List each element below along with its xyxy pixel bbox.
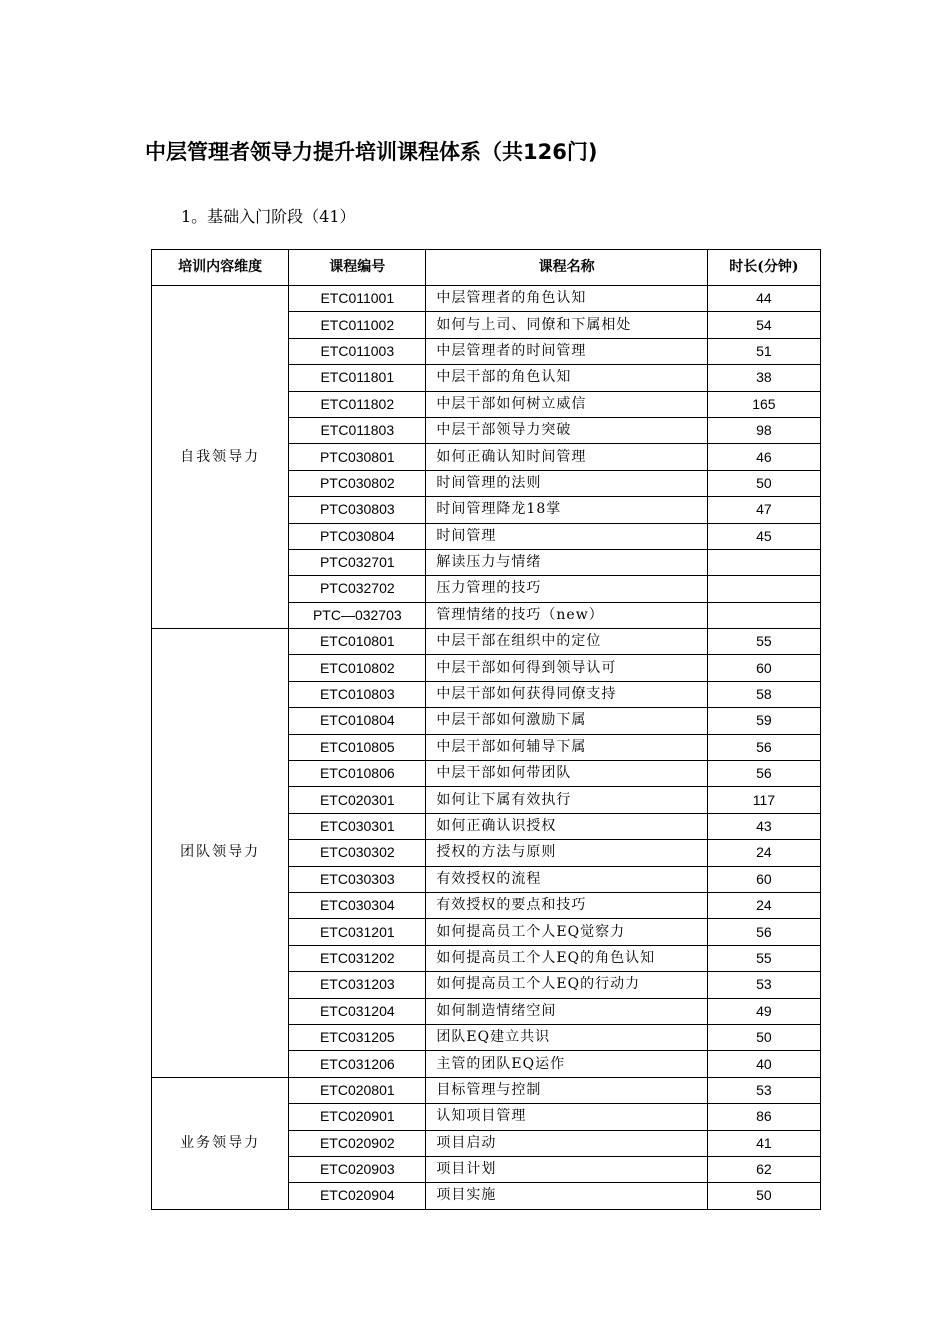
course-name-cell: 管理情绪的技巧（new） (426, 602, 707, 628)
duration-cell: 56 (707, 761, 820, 787)
course-code-cell: ETC010804 (289, 708, 426, 734)
duration-cell: 40 (707, 1051, 820, 1077)
course-code-cell: ETC030303 (289, 866, 426, 892)
course-name-cell: 中层干部如何获得同僚支持 (426, 681, 707, 707)
duration-cell: 45 (707, 523, 820, 549)
course-code-cell: ETC011002 (289, 312, 426, 338)
course-code-cell: ETC011801 (289, 365, 426, 391)
course-code-cell: ETC011003 (289, 338, 426, 364)
course-name-cell: 如何提高员工个人EQ的行动力 (426, 972, 707, 998)
course-code-cell: ETC020901 (289, 1104, 426, 1130)
course-code-cell: PTC030804 (289, 523, 426, 549)
duration-cell: 49 (707, 998, 820, 1024)
duration-cell (707, 576, 820, 602)
course-code-cell: ETC010801 (289, 629, 426, 655)
course-name-cell: 中层干部如何辅导下属 (426, 734, 707, 760)
duration-cell: 24 (707, 892, 820, 918)
duration-cell: 53 (707, 972, 820, 998)
course-name-cell: 中层管理者的时间管理 (426, 338, 707, 364)
table-row (152, 286, 821, 312)
course-name-cell: 中层干部如何激励下属 (426, 708, 707, 734)
course-code-cell: ETC031205 (289, 1024, 426, 1050)
duration-cell: 50 (707, 470, 820, 496)
course-code-cell: ETC011001 (289, 286, 426, 312)
dimension-cell: 团队领导力 (152, 629, 289, 1078)
course-code-cell: ETC010803 (289, 681, 426, 707)
course-name-cell: 认知项目管理 (426, 1104, 707, 1130)
duration-cell: 58 (707, 681, 820, 707)
duration-cell: 117 (707, 787, 820, 813)
duration-cell: 56 (707, 919, 820, 945)
course-code-cell: ETC020902 (289, 1130, 426, 1156)
course-code-cell: ETC010805 (289, 734, 426, 760)
table-body (152, 286, 821, 1210)
duration-cell: 46 (707, 444, 820, 470)
section-heading: 1。基础入门阶段（41） (181, 207, 356, 226)
course-name-cell: 中层管理者的角色认知 (426, 286, 707, 312)
course-name-cell: 有效授权的流程 (426, 866, 707, 892)
course-name-cell: 中层干部如何得到领导认可 (426, 655, 707, 681)
course-name-cell: 时间管理的法则 (426, 470, 707, 496)
duration-cell: 38 (707, 365, 820, 391)
header-duration: 时长(分钟) (707, 250, 820, 286)
duration-cell: 86 (707, 1104, 820, 1130)
header-code: 课程编号 (289, 250, 426, 286)
course-name-cell: 时间管理 (426, 523, 707, 549)
course-name-cell: 压力管理的技巧 (426, 576, 707, 602)
course-name-cell: 中层干部的角色认知 (426, 365, 707, 391)
duration-cell: 24 (707, 840, 820, 866)
table-header-row (152, 250, 821, 286)
course-name-cell: 授权的方法与原则 (426, 840, 707, 866)
duration-cell: 51 (707, 338, 820, 364)
course-code-cell: ETC010806 (289, 761, 426, 787)
duration-cell (707, 549, 820, 575)
header-dimension: 培训内容维度 (152, 250, 289, 286)
course-name-cell: 团队EQ建立共识 (426, 1024, 707, 1050)
course-code-cell: PTC032702 (289, 576, 426, 602)
course-name-cell: 项目启动 (426, 1130, 707, 1156)
course-table (151, 249, 821, 1210)
duration-cell: 62 (707, 1156, 820, 1182)
dimension-cell: 业务领导力 (152, 1077, 289, 1209)
table-row (152, 629, 821, 655)
course-name-cell: 如何制造情绪空间 (426, 998, 707, 1024)
course-code-cell: PTC030803 (289, 497, 426, 523)
duration-cell: 50 (707, 1183, 820, 1209)
course-code-cell: ETC020904 (289, 1183, 426, 1209)
document-title: 中层管理者领导力提升培训课程体系（共126门) (145, 140, 598, 164)
header-name: 课程名称 (426, 250, 707, 286)
course-code-cell: ETC010802 (289, 655, 426, 681)
course-code-cell: PTC030801 (289, 444, 426, 470)
course-name-cell: 目标管理与控制 (426, 1077, 707, 1103)
course-name-cell: 如何正确认知时间管理 (426, 444, 707, 470)
duration-cell: 54 (707, 312, 820, 338)
table-row (152, 1077, 821, 1103)
course-name-cell: 项目实施 (426, 1183, 707, 1209)
duration-cell: 55 (707, 945, 820, 971)
course-name-cell: 时间管理降龙18掌 (426, 497, 707, 523)
duration-cell: 56 (707, 734, 820, 760)
duration-cell: 41 (707, 1130, 820, 1156)
course-code-cell: PTC—032703 (289, 602, 426, 628)
duration-cell: 47 (707, 497, 820, 523)
course-code-cell: ETC031206 (289, 1051, 426, 1077)
course-code-cell: ETC030304 (289, 892, 426, 918)
duration-cell: 98 (707, 417, 820, 443)
course-code-cell: ETC020903 (289, 1156, 426, 1182)
course-name-cell: 如何正确认识授权 (426, 813, 707, 839)
duration-cell: 165 (707, 391, 820, 417)
duration-cell: 44 (707, 286, 820, 312)
duration-cell: 60 (707, 866, 820, 892)
course-name-cell: 如何提高员工个人EQ的角色认知 (426, 945, 707, 971)
course-name-cell: 如何提高员工个人EQ觉察力 (426, 919, 707, 945)
course-name-cell: 如何与上司、同僚和下属相处 (426, 312, 707, 338)
course-name-cell: 中层干部在组织中的定位 (426, 629, 707, 655)
course-name-cell: 中层干部领导力突破 (426, 417, 707, 443)
course-name-cell: 解读压力与情绪 (426, 549, 707, 575)
duration-cell: 59 (707, 708, 820, 734)
course-code-cell: ETC020801 (289, 1077, 426, 1103)
duration-cell: 43 (707, 813, 820, 839)
course-code-cell: ETC011802 (289, 391, 426, 417)
course-code-cell: ETC011803 (289, 417, 426, 443)
course-code-cell: ETC031204 (289, 998, 426, 1024)
duration-cell (707, 602, 820, 628)
course-name-cell: 中层干部如何树立威信 (426, 391, 707, 417)
course-code-cell: ETC030302 (289, 840, 426, 866)
course-code-cell: ETC031201 (289, 919, 426, 945)
course-code-cell: ETC030301 (289, 813, 426, 839)
course-name-cell: 如何让下属有效执行 (426, 787, 707, 813)
course-code-cell: ETC031203 (289, 972, 426, 998)
course-code-cell: ETC020301 (289, 787, 426, 813)
course-name-cell: 中层干部如何带团队 (426, 761, 707, 787)
course-code-cell: PTC032701 (289, 549, 426, 575)
duration-cell: 50 (707, 1024, 820, 1050)
course-name-cell: 主管的团队EQ运作 (426, 1051, 707, 1077)
course-name-cell: 项目计划 (426, 1156, 707, 1182)
dimension-cell: 自我领导力 (152, 286, 289, 629)
duration-cell: 60 (707, 655, 820, 681)
course-code-cell: PTC030802 (289, 470, 426, 496)
course-name-cell: 有效授权的要点和技巧 (426, 892, 707, 918)
course-code-cell: ETC031202 (289, 945, 426, 971)
duration-cell: 55 (707, 629, 820, 655)
duration-cell: 53 (707, 1077, 820, 1103)
